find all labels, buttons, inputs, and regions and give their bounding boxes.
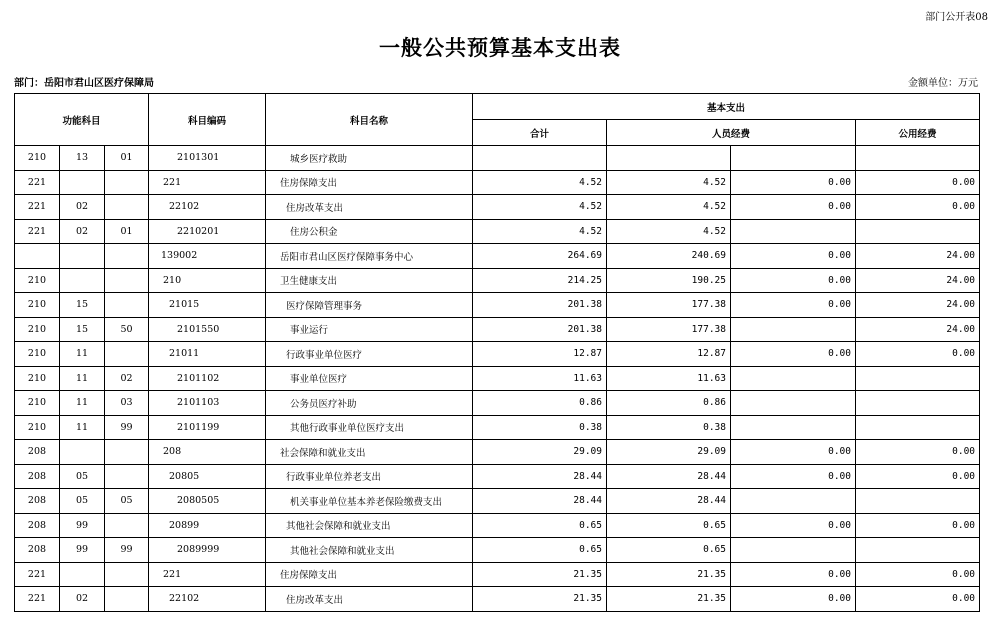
subject-class-cell: 221 [15,587,60,612]
subject-name-cell: 住房改革支出 [266,195,473,220]
table-row [15,415,980,440]
subject-item-cell [105,268,149,293]
subject-section-cell: 11 [60,415,105,440]
table-row [15,391,980,416]
subject-section-cell: 15 [60,317,105,342]
header-personnel: 人员经费 [607,120,856,146]
public-cell: 24.00 [856,293,980,318]
personnel-sub-cell: 0.00 [731,195,856,220]
expense-table [14,93,980,612]
total-cell: 0.65 [473,513,607,538]
subject-section-cell [60,170,105,195]
form-number: 部门公开表08 [925,12,988,23]
subject-name-cell: 住房改革支出 [266,587,473,612]
total-cell: 21.35 [473,562,607,587]
subject-name-cell: 城乡医疗救助 [266,146,473,171]
subject-section-cell: 02 [60,195,105,220]
subject-name-cell: 住房保障支出 [266,170,473,195]
subject-code-cell: 2080505 [149,489,266,514]
subject-item-cell: 01 [105,219,149,244]
public-cell: 0.00 [856,464,980,489]
subject-name-cell: 住房保障支出 [266,562,473,587]
subject-item-cell: 03 [105,391,149,416]
header-subject-name: 科目名称 [266,94,473,146]
public-cell [856,415,980,440]
subject-code-cell: 2101199 [149,415,266,440]
table-body [15,146,980,612]
public-cell [856,219,980,244]
personnel-sub-cell [731,219,856,244]
total-cell: 21.35 [473,587,607,612]
personnel-cell: 4.52 [607,219,731,244]
personnel-sub-cell: 0.00 [731,244,856,269]
personnel-cell: 0.65 [607,513,731,538]
subject-name-cell: 社会保障和就业支出 [266,440,473,465]
personnel-sub-cell: 0.00 [731,342,856,367]
subject-name-cell: 医疗保障管理事务 [266,293,473,318]
personnel-sub-cell [731,146,856,171]
subject-class-cell: 208 [15,538,60,563]
subject-class-cell: 210 [15,317,60,342]
subject-section-cell: 99 [60,538,105,563]
public-cell: 24.00 [856,317,980,342]
subject-class-cell: 210 [15,268,60,293]
subject-section-cell [60,268,105,293]
public-cell [856,146,980,171]
subject-name-cell: 卫生健康支出 [266,268,473,293]
total-cell: 28.44 [473,464,607,489]
subject-name-cell: 其他社会保障和就业支出 [266,538,473,563]
subject-name-cell: 其他行政事业单位医疗支出 [266,415,473,440]
table-row [15,342,980,367]
subject-code-cell: 21011 [149,342,266,367]
subject-class-cell: 210 [15,366,60,391]
total-cell: 0.86 [473,391,607,416]
public-cell: 0.00 [856,342,980,367]
total-cell: 11.63 [473,366,607,391]
personnel-cell: 21.35 [607,587,731,612]
public-cell [856,538,980,563]
subject-section-cell [60,244,105,269]
personnel-sub-cell: 0.00 [731,464,856,489]
total-cell: 4.52 [473,170,607,195]
header-func-subject: 功能科目 [15,94,149,146]
subject-code-cell: 2210201 [149,219,266,244]
subject-code-cell: 208 [149,440,266,465]
subject-item-cell: 01 [105,146,149,171]
public-cell: 0.00 [856,562,980,587]
header-basic-expense: 基本支出 [473,94,980,120]
subject-name-cell: 行政事业单位养老支出 [266,464,473,489]
subject-class-cell: 221 [15,562,60,587]
subject-section-cell: 11 [60,391,105,416]
subject-section-cell: 13 [60,146,105,171]
subject-item-cell [105,195,149,220]
page-title: 一般公共预算基本支出表 [379,35,621,60]
subject-class-cell: 210 [15,146,60,171]
total-cell: 201.38 [473,293,607,318]
subject-code-cell: 210 [149,268,266,293]
public-cell [856,391,980,416]
table-row [15,170,980,195]
table-row [15,440,980,465]
subject-code-cell: 221 [149,562,266,587]
total-cell: 12.87 [473,342,607,367]
table-row [15,293,980,318]
personnel-sub-cell [731,415,856,440]
subject-item-cell: 50 [105,317,149,342]
public-cell: 24.00 [856,268,980,293]
subject-class-cell: 210 [15,391,60,416]
total-cell: 264.69 [473,244,607,269]
table-row [15,562,980,587]
subject-code-cell: 221 [149,170,266,195]
personnel-cell: 4.52 [607,195,731,220]
personnel-sub-cell: 0.00 [731,170,856,195]
subject-item-cell [105,170,149,195]
total-cell: 4.52 [473,219,607,244]
personnel-cell: 28.44 [607,464,731,489]
public-cell [856,366,980,391]
total-cell: 28.44 [473,489,607,514]
personnel-sub-cell [731,391,856,416]
subject-class-cell: 210 [15,415,60,440]
public-cell: 0.00 [856,587,980,612]
personnel-cell: 177.38 [607,293,731,318]
subject-item-cell [105,440,149,465]
total-cell: 201.38 [473,317,607,342]
subject-item-cell [105,342,149,367]
amount-unit-label: 金额单位：万元 [908,78,978,89]
personnel-sub-cell: 0.00 [731,268,856,293]
personnel-sub-cell: 0.00 [731,440,856,465]
subject-item-cell: 05 [105,489,149,514]
subject-code-cell: 2101301 [149,146,266,171]
subject-name-cell: 其他社会保障和就业支出 [266,513,473,538]
subject-code-cell: 22102 [149,587,266,612]
personnel-cell: 11.63 [607,366,731,391]
subject-code-cell: 21015 [149,293,266,318]
subject-name-cell: 岳阳市君山区医疗保障事务中心 [266,244,473,269]
personnel-sub-cell [731,317,856,342]
personnel-cell: 21.35 [607,562,731,587]
personnel-cell: 29.09 [607,440,731,465]
subject-section-cell: 05 [60,464,105,489]
public-cell: 0.00 [856,513,980,538]
subject-item-cell [105,562,149,587]
subject-item-cell [105,587,149,612]
personnel-sub-cell: 0.00 [731,562,856,587]
table-row [15,195,980,220]
subject-name-cell: 事业单位医疗 [266,366,473,391]
total-cell: 214.25 [473,268,607,293]
subject-item-cell: 99 [105,415,149,440]
subject-class-cell: 210 [15,293,60,318]
subject-class-cell: 208 [15,464,60,489]
subject-class-cell [15,244,60,269]
subject-class-cell: 221 [15,195,60,220]
subject-name-cell: 公务员医疗补助 [266,391,473,416]
department-label: 部门：岳阳市君山区医疗保障局 [14,78,154,89]
table-row [15,587,980,612]
personnel-cell: 177.38 [607,317,731,342]
subject-item-cell [105,244,149,269]
subject-class-cell: 208 [15,513,60,538]
header-public: 公用经费 [856,120,980,146]
public-cell: 0.00 [856,170,980,195]
public-cell [856,489,980,514]
subject-code-cell: 2101550 [149,317,266,342]
table-row [15,146,980,171]
subject-item-cell [105,464,149,489]
total-cell: 29.09 [473,440,607,465]
personnel-sub-cell [731,538,856,563]
personnel-cell: 0.65 [607,538,731,563]
personnel-cell: 240.69 [607,244,731,269]
subject-section-cell [60,440,105,465]
total-cell: 4.52 [473,195,607,220]
subject-section-cell: 02 [60,587,105,612]
personnel-cell: 12.87 [607,342,731,367]
subject-item-cell: 99 [105,538,149,563]
subject-name-cell: 机关事业单位基本养老保险缴费支出 [266,489,473,514]
subject-code-cell: 20899 [149,513,266,538]
subject-section-cell: 11 [60,366,105,391]
table-row [15,366,980,391]
subject-code-cell: 2101102 [149,366,266,391]
personnel-sub-cell: 0.00 [731,587,856,612]
table-row [15,464,980,489]
table-row [15,513,980,538]
subject-section-cell: 99 [60,513,105,538]
public-cell: 0.00 [856,195,980,220]
subject-class-cell: 208 [15,489,60,514]
subject-code-cell: 2089999 [149,538,266,563]
subject-code-cell: 139002 [149,244,266,269]
personnel-sub-cell [731,489,856,514]
personnel-cell: 190.25 [607,268,731,293]
total-cell: 0.38 [473,415,607,440]
table-row [15,489,980,514]
subject-name-cell: 住房公积金 [266,219,473,244]
subject-code-cell: 20805 [149,464,266,489]
subject-item-cell [105,513,149,538]
subject-section-cell: 02 [60,219,105,244]
personnel-cell: 28.44 [607,489,731,514]
subject-section-cell [60,562,105,587]
subject-class-cell: 208 [15,440,60,465]
personnel-sub-cell: 0.00 [731,513,856,538]
header-subject-code: 科目编码 [149,94,266,146]
personnel-cell: 0.86 [607,391,731,416]
subject-class-cell: 221 [15,219,60,244]
subject-section-cell: 15 [60,293,105,318]
subject-name-cell: 事业运行 [266,317,473,342]
header-total: 合计 [473,120,607,146]
total-cell: 0.65 [473,538,607,563]
table-row [15,219,980,244]
personnel-sub-cell [731,366,856,391]
public-cell: 24.00 [856,244,980,269]
subject-code-cell: 2101103 [149,391,266,416]
personnel-cell: 0.38 [607,415,731,440]
table-row [15,317,980,342]
subject-item-cell: 02 [105,366,149,391]
subject-section-cell: 05 [60,489,105,514]
personnel-cell: 4.52 [607,170,731,195]
table-row [15,268,980,293]
table-row [15,244,980,269]
personnel-sub-cell: 0.00 [731,293,856,318]
personnel-cell [607,146,731,171]
subject-name-cell: 行政事业单位医疗 [266,342,473,367]
subject-section-cell: 11 [60,342,105,367]
total-cell [473,146,607,171]
subject-class-cell: 210 [15,342,60,367]
subject-item-cell [105,293,149,318]
public-cell: 0.00 [856,440,980,465]
subject-code-cell: 22102 [149,195,266,220]
table-row [15,538,980,563]
subject-class-cell: 221 [15,170,60,195]
